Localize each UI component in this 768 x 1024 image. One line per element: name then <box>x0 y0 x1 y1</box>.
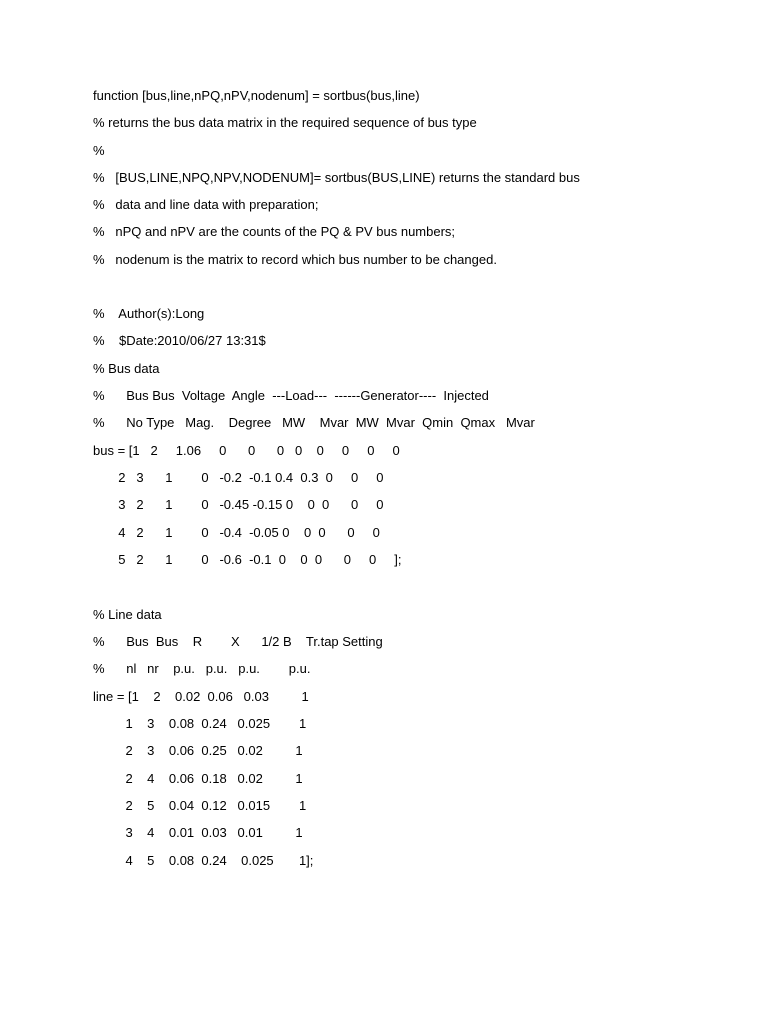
bus-matrix-row: 3 2 1 0 -0.45 -0.15 0 0 0 0 0 <box>93 497 384 512</box>
bus-data-heading: % Bus data <box>93 361 160 376</box>
comment-line: % nPQ and nPV are the counts of the PQ & PV bus numbers; <box>93 224 456 239</box>
line-header-line: % Bus Bus R X 1/2 B Tr.tap Setting <box>93 634 383 649</box>
line-header-line: % nl nr p.u. p.u. p.u. p.u. <box>93 661 311 676</box>
line-matrix-row: line = [1 2 0.02 0.06 0.03 1 <box>93 689 309 704</box>
bus-matrix-row: bus = [1 2 1.06 0 0 0 0 0 0 0 0 <box>93 443 400 458</box>
line-matrix-row: 1 3 0.08 0.24 0.025 1 <box>93 716 307 731</box>
line-matrix-row: 3 4 0.01 0.03 0.01 1 <box>93 825 303 840</box>
comment-line: % [BUS,LINE,NPQ,NPV,NODENUM]= sortbus(BUS,LINE) returns the standard bus <box>93 170 580 185</box>
comment-line: % data and line data with preparation; <box>93 197 319 212</box>
bus-matrix-row: 5 2 1 0 -0.6 -0.1 0 0 0 0 0 ]; <box>93 552 402 567</box>
function-signature-line: function [bus,line,nPQ,nPV,nodenum] = sortbus(bus,line) <box>93 88 420 103</box>
date-comment-line: % $Date:2010/06/27 13:31$ <box>93 333 266 348</box>
author-comment-line: % Author(s):Long <box>93 306 205 321</box>
line-matrix-row: 4 5 0.08 0.24 0.025 1]; <box>93 853 314 868</box>
comment-line: % returns the bus data matrix in the required sequence of bus type <box>93 115 477 130</box>
line-data-heading: % Line data <box>93 607 162 622</box>
bus-matrix-row: 2 3 1 0 -0.2 -0.1 0.4 0.3 0 0 0 <box>93 470 384 485</box>
bus-matrix-row: 4 2 1 0 -0.4 -0.05 0 0 0 0 0 <box>93 525 380 540</box>
comment-line: % <box>93 143 105 158</box>
bus-header-line: % Bus Bus Voltage Angle ---Load--- ------Generator---- Injected <box>93 388 489 403</box>
line-matrix-row: 2 3 0.06 0.25 0.02 1 <box>93 743 303 758</box>
line-matrix-row: 2 4 0.06 0.18 0.02 1 <box>93 771 303 786</box>
bus-header-line: % No Type Mag. Degree MW Mvar MW Mvar Qmin Qmax Mvar <box>93 415 535 430</box>
line-matrix-row: 2 5 0.04 0.12 0.015 1 <box>93 798 307 813</box>
comment-line: % nodenum is the matrix to record which bus number to be changed. <box>93 252 497 267</box>
